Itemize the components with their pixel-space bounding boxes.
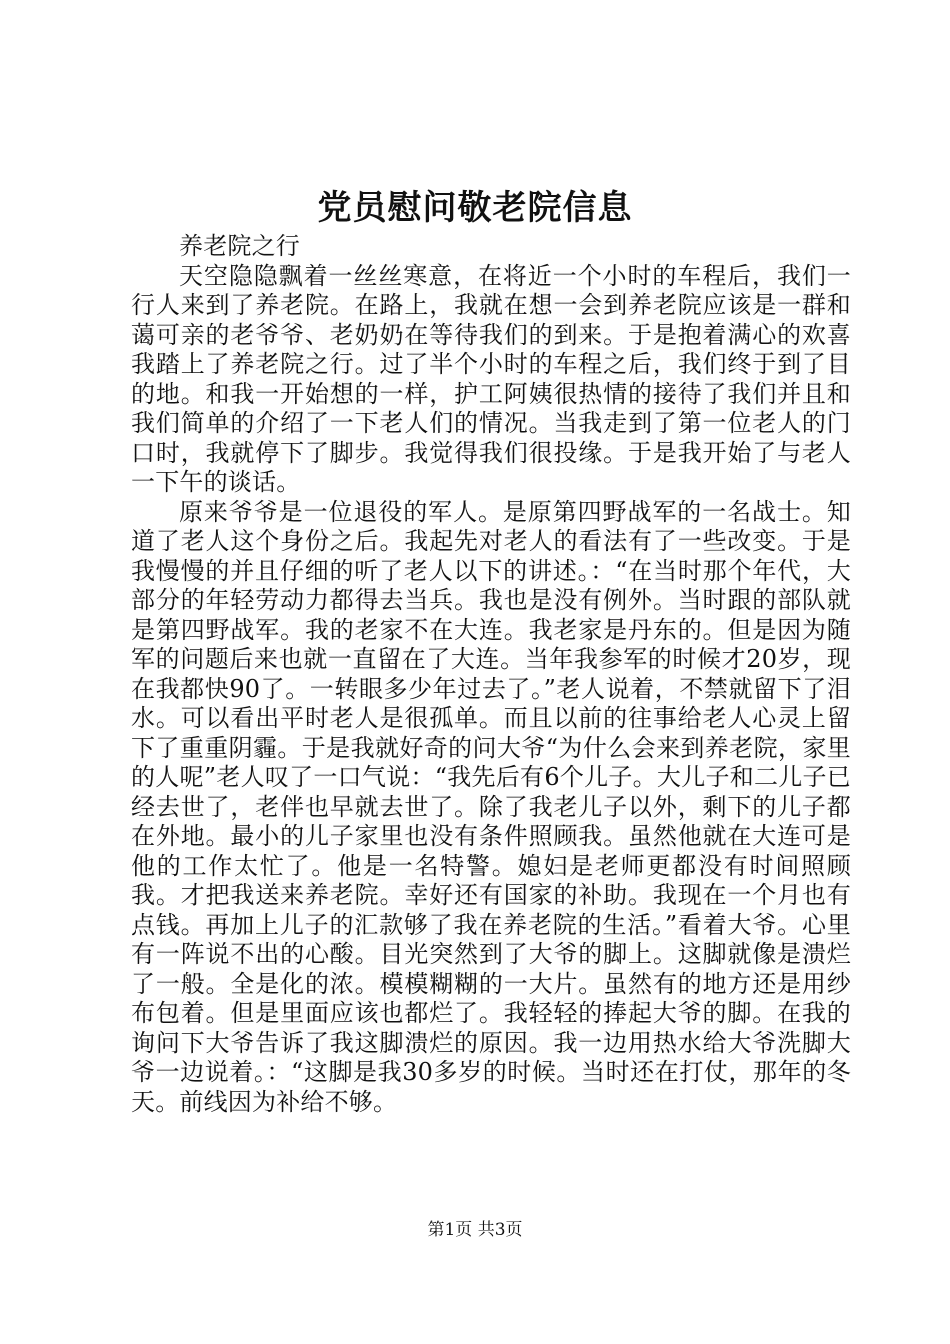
paragraph-subtitle: 养老院之行	[179, 232, 300, 260]
paragraph: 原来爷爷是一位退役的军人。是原第四野战军的一名战士。知道了老人这个身份之后。我起先对老人的看法有了一些改变。于是我慢慢的并且仔细的听了老人以下的讲述。：“在当时那个年代，大部分的年轻劳动力都得去当兵。我也是没有例外。当时跟的部队就是第四野战军。我的老家不在大连。我老家是丹东的。但是因为随军的问题后来也就一直留在了大连。当年我参军的时候才20岁，现在我都快90了。一转眼多少年过去了。”老人说着，不禁就留下了泪水。可以看出平时老人是很孤单。而且以前的往事给老人心灵上留下了重重阴霾。于是我就好奇的问大爷“为什么会来到养老院，家里的人呢”老人叹了一口气说：“我先后有6个儿子。大儿子和二儿子已经去世了，老伴也早就去世了。除了我老儿子以外，剩下的儿子都在外地。最小的儿子家里也没有条件照顾我。虽然他就在大连可是他的工作太忙了。他是一名特警。媳妇是老师更都没有时间照顾我。才把我送来养老院。幸好还有国家的补助。我现在一个月也有点钱。再加上儿子的汇款够了我在养老院的生活。”看着大爷。心里有一阵说不出的心酸。目光突然到了大爷的脚上。这脚就像是溃烂了一般。全是化的浓。模模糊糊的一大片。虽然有的地方还是用纱布包着。但是里面应该也都烂了。我轻轻的捧起大爷的脚。在我的询问下大爷告诉了我这脚溃烂的原因。我一边用热水给大爷洗脚大爷一边说着。：“这脚是我30多岁的时候。当时还在打仗，那年的冬天。前线因为补给不够。	[131, 497, 851, 1116]
paragraph: 天空隐隐飘着一丝丝寒意，在将近一个小时的车程后，我们一行人来到了养老院。在路上，我就在想一会到养老院应该是一群和蔼可亲的老爷爷、老奶奶在等待我们的到来。于是抱着满心的欢喜我踏上了养老院之行。过了半个小时的车程之后，我们终于到了目的地。和我一开始想的一样，护工阿姨很热情的接待了我们并且和我们简单的介绍了一下老人们的情况。当我走到了第一位老人的门口时，我就停下了脚步。我觉得我们很投缘。于是我开始了与老人一下午的谈话。	[131, 261, 851, 496]
page-footer: 第1页 共3页	[427, 1220, 523, 1240]
document-title: 党员慰问敬老院信息	[317, 188, 633, 228]
document-body	[131, 232, 851, 1117]
